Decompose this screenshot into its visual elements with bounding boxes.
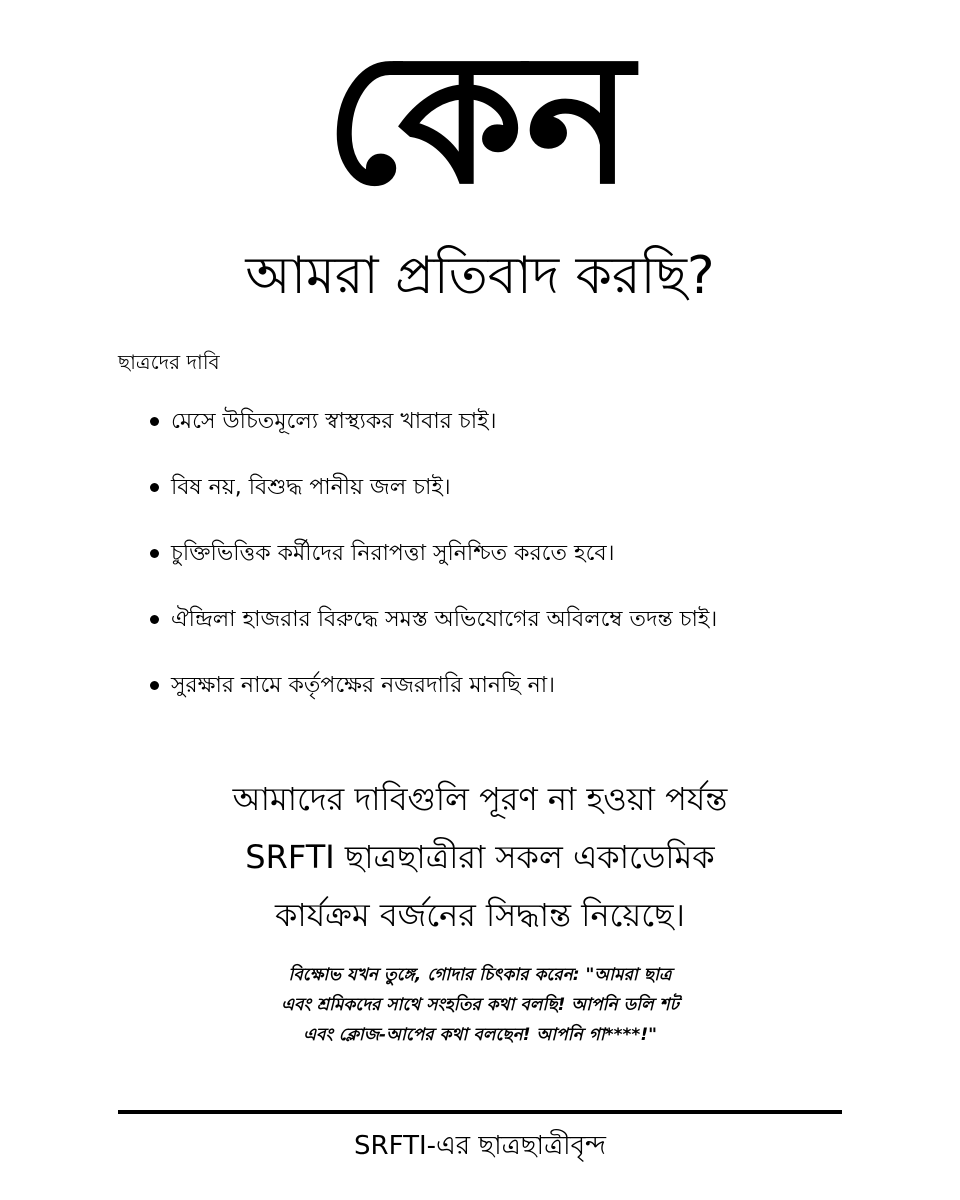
demand-text: চুক্তিভিত্তিক কর্মীদের নিরাপত্তা সুনিশ্চিত করতে হবে। — [171, 541, 615, 566]
bullet-icon — [150, 681, 159, 690]
statement-line: SRFTI ছাত্রছাত্রীরা সকল একাডেমিক — [245, 838, 715, 876]
divider-rule — [118, 1110, 842, 1114]
signature-footer: SRFTI-এর ছাত্রছাত্রীবৃন্দ — [354, 1131, 606, 1161]
statement-line: আমাদের দাবিগুলি পূরণ না হওয়া পর্যন্ত — [232, 780, 728, 818]
godard-quote — [0, 960, 960, 1050]
demand-text: ঐন্দ্রিলা হাজরার বিরুদ্ধে সমস্ত অভিযোগের অবিলম্বে তদন্ত চাই। — [171, 607, 718, 632]
demand-text: বিষ নয়, বিশুদ্ধ পানীয় জল চাই। — [171, 475, 451, 500]
quote-line: এবং শ্রমিকদের সাথে সংহতির কথা বলছি! আপনি ডলি শট — [281, 995, 679, 1015]
bullet-icon — [150, 549, 159, 558]
demand-item — [150, 606, 870, 633]
demands-list — [150, 408, 870, 738]
quote-line: এবং ক্লোজ-আপের কথা বলছেন! আপনি গা****!" — [303, 1025, 657, 1045]
statement-line: কার্যক্রম বর্জনের সিদ্ধান্ত নিয়েছে। — [275, 896, 685, 934]
quote-line: বিক্ষোভ যখন তুঙ্গে, গোদার চিৎকার করেন: "আমরা ছাত্র — [288, 965, 672, 985]
subheadline: আমরা প্রতিবাদ করছি? — [245, 246, 715, 306]
bullet-icon — [150, 615, 159, 624]
bullet-icon — [150, 483, 159, 492]
demand-text: সুরক্ষার নামে কর্তৃপক্ষের নজরদারি মানছি না। — [171, 673, 556, 698]
demand-item — [150, 408, 870, 435]
bullet-icon — [150, 417, 159, 426]
demands-label: ছাত্রদের দাবি — [118, 350, 220, 374]
demand-item — [150, 540, 870, 567]
headline: কেন — [324, 15, 636, 224]
demand-text: মেসে উচিতমূল্যে স্বাস্থ্যকর খাবার চাই। — [171, 409, 497, 434]
demand-item — [150, 672, 870, 699]
demand-item — [150, 474, 870, 501]
boycott-statement — [0, 770, 960, 944]
